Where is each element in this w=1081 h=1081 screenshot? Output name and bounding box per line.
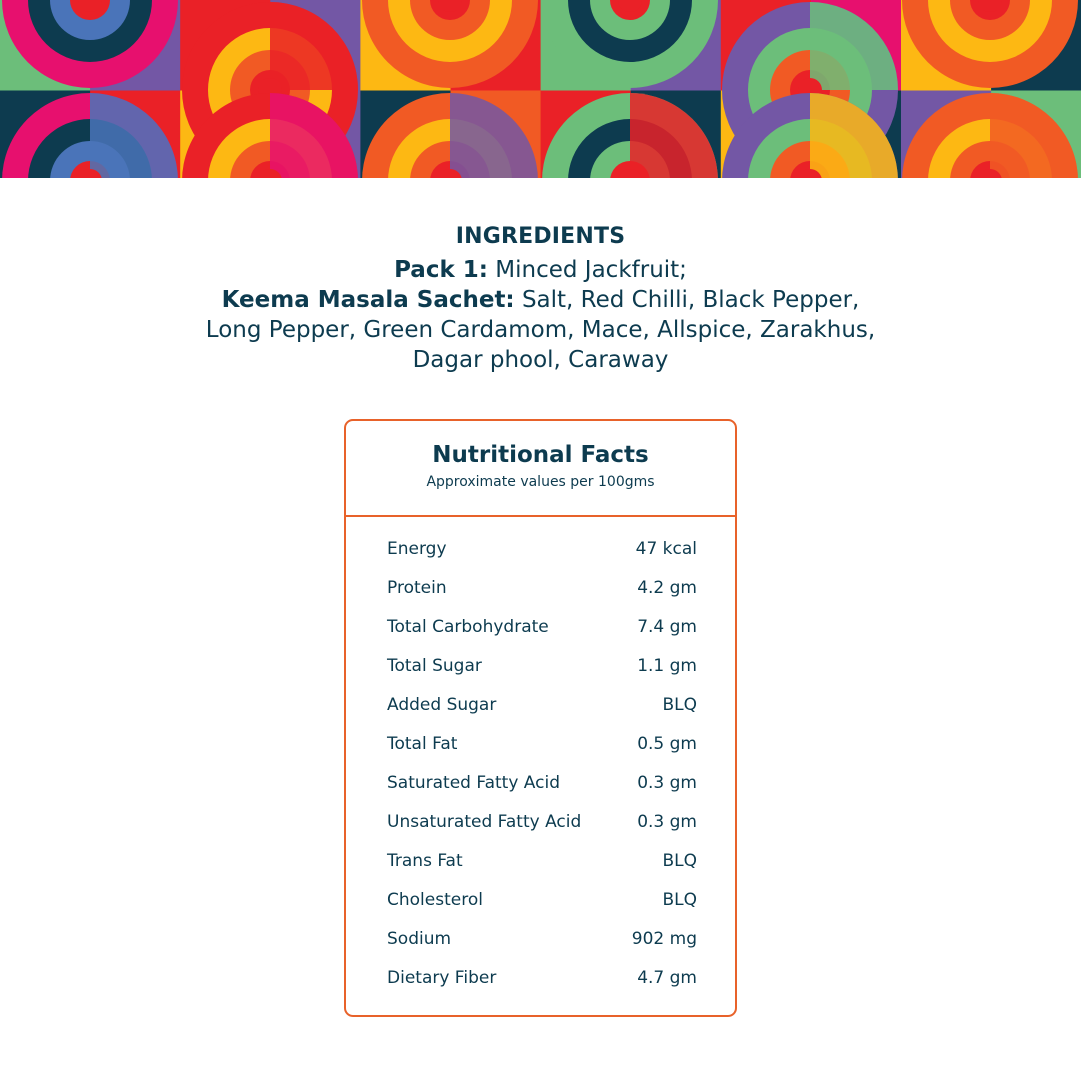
pack-text: Minced Jackfruit; xyxy=(487,257,687,283)
nutrient-value: 7.4 gm xyxy=(637,617,697,637)
sachet-text: Salt, Red Chilli, Black Pepper, Long Pepper, Green Cardamom, Mace, Allspice, Zarakhus, Dagar phool, Caraway xyxy=(205,287,876,373)
nutrition-header xyxy=(346,421,735,517)
nutrient-name: Protein xyxy=(387,578,447,598)
banner-edge xyxy=(0,178,1081,181)
ingredients-text xyxy=(191,255,891,375)
nutrient-name: Dietary Fiber xyxy=(387,968,497,988)
nutrition-title: Nutritional Facts xyxy=(432,442,649,468)
nutrition-row xyxy=(387,652,697,691)
nutrition-row xyxy=(387,847,697,886)
nutrition-row xyxy=(387,730,697,769)
ingredients-heading: INGREDIENTS xyxy=(455,224,626,249)
nutrient-value: BLQ xyxy=(662,695,697,715)
nutrient-name: Total Sugar xyxy=(387,656,482,676)
nutrition-subtitle: Approximate values per 100gms xyxy=(426,474,655,490)
nutrient-value: 0.3 gm xyxy=(637,812,697,832)
nutrient-value: 0.3 gm xyxy=(637,773,697,793)
nutrition-row xyxy=(387,808,697,847)
nutrition-row xyxy=(387,574,697,613)
nutrition-row xyxy=(387,769,697,808)
ingredients-section xyxy=(0,224,1081,375)
nutrient-name: Total Fat xyxy=(387,734,458,754)
sachet-label: Keema Masala Sachet: xyxy=(221,287,515,313)
nutrient-name: Total Carbohydrate xyxy=(387,617,549,637)
nutrient-value: BLQ xyxy=(662,890,697,910)
nutrient-name: Cholesterol xyxy=(387,890,483,910)
nutrition-row xyxy=(387,886,697,925)
nutrient-name: Sodium xyxy=(387,929,452,949)
nutrient-value: 4.7 gm xyxy=(637,968,697,988)
nutrition-row xyxy=(387,964,697,1003)
nutrient-name: Added Sugar xyxy=(387,695,497,715)
nutrition-row xyxy=(387,535,697,574)
nutrition-row xyxy=(387,691,697,730)
nutrient-name: Trans Fat xyxy=(387,851,463,871)
nutrition-table xyxy=(346,517,735,1003)
nutrient-value: 1.1 gm xyxy=(637,656,697,676)
decorative-pattern-banner xyxy=(0,0,1081,181)
nutrient-name: Saturated Fatty Acid xyxy=(387,773,560,793)
nutrient-name: Unsaturated Fatty Acid xyxy=(387,812,582,832)
nutrient-value: BLQ xyxy=(662,851,697,871)
nutrient-value: 902 mg xyxy=(631,929,697,949)
nutrition-row xyxy=(387,925,697,964)
pack-label: Pack 1: xyxy=(394,257,488,283)
nutrient-value: 47 kcal xyxy=(635,539,697,559)
nutrient-value: 4.2 gm xyxy=(637,578,697,598)
nutrition-facts-panel xyxy=(344,419,737,1017)
nutrient-value: 0.5 gm xyxy=(637,734,697,754)
nutrient-name: Energy xyxy=(387,539,447,559)
nutrition-row xyxy=(387,613,697,652)
